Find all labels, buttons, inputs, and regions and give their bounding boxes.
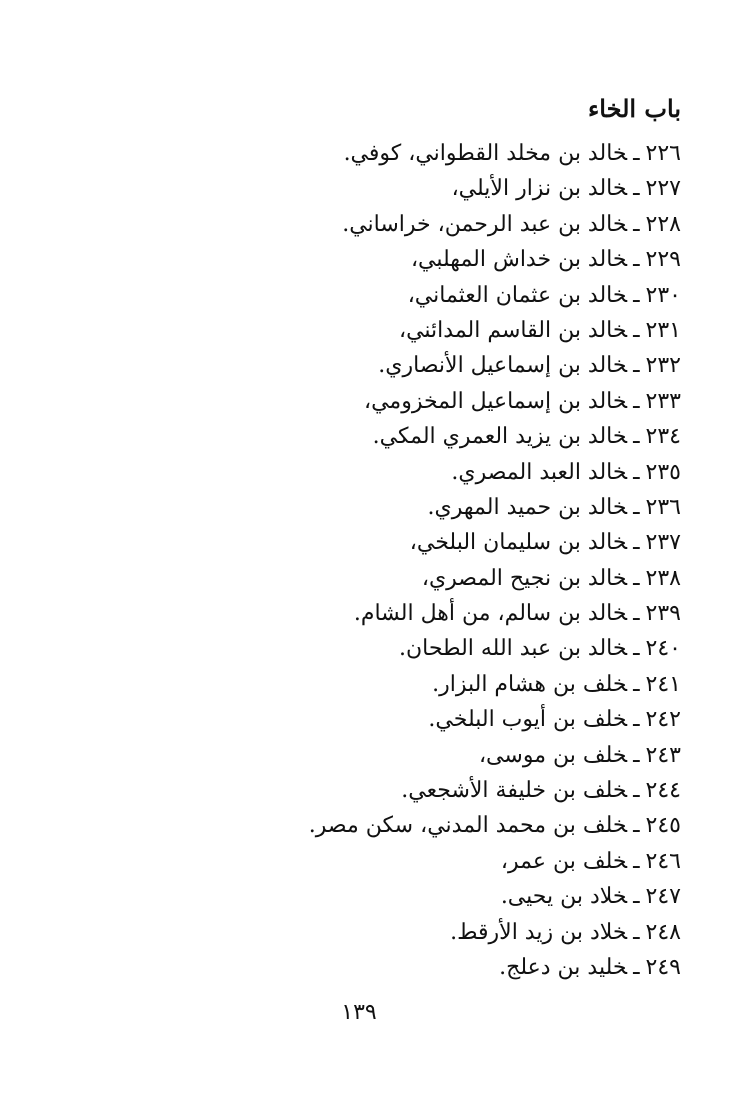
list-item (41, 173, 681, 208)
list-item (41, 952, 681, 987)
entry-text: خالد بن إسماعيل الأنصاري. (378, 353, 628, 379)
entry-number: ٢٤١ (645, 671, 681, 697)
entry-separator: ـ (633, 176, 640, 202)
list-item (41, 350, 681, 385)
entry-separator: ـ (633, 211, 640, 237)
entry-number: ٢٤٠ (645, 636, 681, 662)
list-item (41, 209, 681, 244)
entry-text: خالد بن نجيح المصري، (421, 565, 628, 591)
entry-text: خالد بن عبد الله الطحان. (398, 636, 628, 662)
entry-list (41, 138, 681, 987)
list-item (41, 315, 681, 350)
entry-separator: ـ (633, 565, 640, 591)
entry-separator: ـ (633, 813, 640, 839)
entry-text: خلف بن محمد المدني، سكن مصر. (308, 813, 628, 839)
entry-separator: ـ (633, 353, 640, 379)
entry-number: ٢٤٥ (645, 813, 681, 839)
entry-separator: ـ (633, 848, 640, 874)
entry-number: ٢٣٨ (645, 565, 681, 591)
entry-text: خلف بن خليفة الأشجعي. (401, 778, 628, 804)
list-item (41, 598, 681, 633)
section-heading: باب الخاء (587, 94, 681, 123)
entry-separator: ـ (633, 671, 640, 697)
entry-number: ٢٣٥ (645, 459, 681, 485)
entry-text: خالد بن عبد الرحمن، خراساني. (342, 211, 628, 237)
entry-separator: ـ (633, 919, 640, 945)
entry-text: خالد بن عثمان العثماني، (407, 282, 628, 308)
entry-separator: ـ (633, 884, 640, 910)
list-item (41, 280, 681, 315)
list-item (41, 740, 681, 775)
entry-number: ٢٣٩ (645, 601, 681, 627)
list-item (41, 633, 681, 668)
entry-text: خالد بن سالم، من أهل الشام. (353, 601, 628, 627)
entry-number: ٢٣٤ (645, 424, 681, 450)
page-number: ١٣٩ (341, 1000, 377, 1025)
list-item (41, 669, 681, 704)
list-item (41, 386, 681, 421)
entry-number: ٢٣١ (645, 317, 681, 343)
entry-number: ٢٤٢ (645, 707, 681, 733)
entry-number: ٢٣٧ (645, 530, 681, 556)
entry-separator: ـ (633, 282, 640, 308)
list-item (41, 846, 681, 881)
entry-text: خالد بن القاسم المدائني، (398, 317, 628, 343)
entry-text: خالد بن نزار الأيلي، (451, 176, 628, 202)
entry-separator: ـ (633, 530, 640, 556)
entry-text: خلف بن أيوب البلخي. (428, 707, 628, 733)
entry-number: ٢٤٣ (645, 742, 681, 768)
entry-number: ٢٤٨ (645, 919, 681, 945)
list-item (41, 244, 681, 279)
entry-separator: ـ (633, 141, 640, 166)
entry-separator: ـ (633, 707, 640, 733)
entry-separator: ـ (633, 742, 640, 768)
entry-text: خالد بن يزيد العمري المكي. (372, 424, 628, 450)
entry-number: ٢٢٨ (645, 211, 681, 237)
entry-number: ٢٤٧ (645, 884, 681, 910)
entry-text: خالد بن إسماعيل المخزومي، (363, 388, 628, 414)
entry-text: خليد بن دعلج. (499, 954, 628, 980)
entry-text: خلف بن موسى، (478, 742, 628, 768)
list-item (41, 457, 681, 492)
list-item (41, 138, 681, 173)
entry-number: ٢٣٣ (645, 388, 681, 414)
entry-text: خالد العبد المصري. (451, 459, 628, 485)
list-item (41, 704, 681, 739)
entry-text: خالد بن مخلد القطواني، كوفي. (343, 141, 628, 166)
entry-text: خالد بن خداش المهلبي، (410, 247, 628, 273)
entry-number: ٢٤٤ (645, 778, 681, 804)
entry-number: ٢٢٦ (645, 141, 681, 166)
list-item (41, 563, 681, 598)
entry-number: ٢٤٩ (645, 954, 681, 980)
list-item (41, 775, 681, 810)
entry-separator: ـ (633, 601, 640, 627)
entry-text: خلاد بن زيد الأرقط. (450, 919, 628, 945)
list-item (41, 421, 681, 456)
entry-separator: ـ (633, 424, 640, 450)
entry-separator: ـ (633, 778, 640, 804)
entry-text: خالد بن حميد المهري. (427, 494, 628, 520)
entry-text: خلاد بن يحيى. (500, 884, 628, 910)
entry-number: ٢٢٩ (645, 247, 681, 273)
entry-number: ٢٣٦ (645, 494, 681, 520)
entry-number: ٢٤٦ (645, 848, 681, 874)
entry-separator: ـ (633, 954, 640, 980)
entry-text: خلف بن عمر، (500, 848, 628, 874)
entry-separator: ـ (633, 459, 640, 485)
entry-number: ٢٢٧ (645, 176, 681, 202)
list-item (41, 917, 681, 952)
entry-text: خالد بن سليمان البلخي، (409, 530, 628, 556)
entry-separator: ـ (633, 636, 640, 662)
entry-separator: ـ (633, 388, 640, 414)
list-item (41, 527, 681, 562)
entry-separator: ـ (633, 317, 640, 343)
list-item (41, 881, 681, 916)
entry-separator: ـ (633, 494, 640, 520)
entry-separator: ـ (633, 247, 640, 273)
list-item (41, 810, 681, 845)
entry-text: خلف بن هشام البزار. (432, 671, 628, 697)
entry-number: ٢٣٢ (645, 353, 681, 379)
entry-number: ٢٣٠ (645, 282, 681, 308)
list-item (41, 492, 681, 527)
